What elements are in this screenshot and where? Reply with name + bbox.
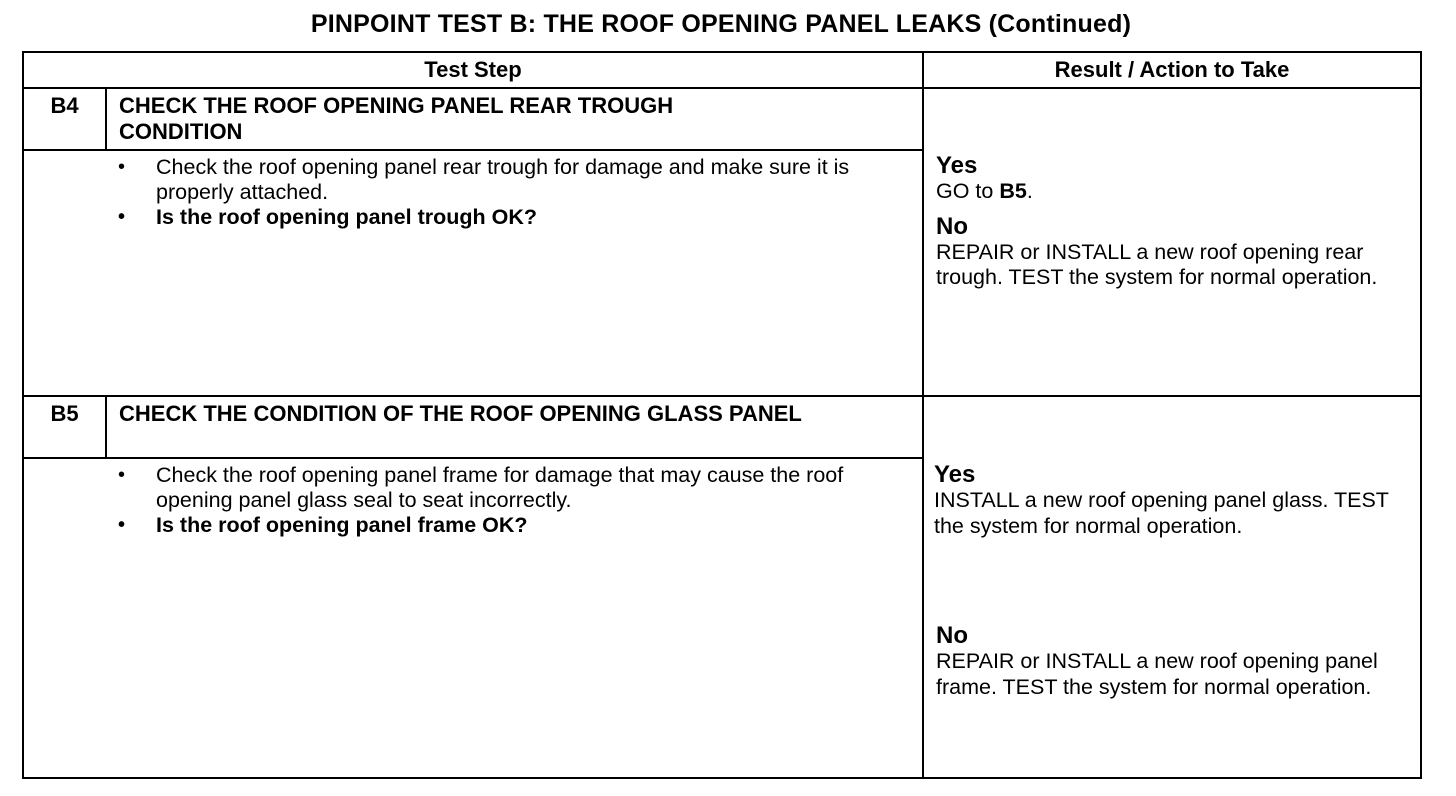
step-id-b4: B4 bbox=[50, 93, 79, 118]
b4-id-divider bbox=[105, 89, 107, 150]
step-b5-question: • Is the roof opening panel frame OK? bbox=[118, 513, 898, 538]
header-result-action: Result / Action to Take bbox=[1054, 57, 1290, 82]
result-b5-yes bbox=[934, 462, 1410, 539]
result-b5-no-text: REPAIR or INSTALL a new roof opening panel frame. TEST the system for normal operation. bbox=[936, 649, 1378, 699]
step-b4-question: • Is the roof opening panel trough OK? bbox=[118, 205, 898, 230]
result-b5-yes-label: Yes bbox=[934, 461, 976, 488]
step-b4-bullets bbox=[118, 155, 898, 230]
step-b5-bullets bbox=[118, 463, 898, 538]
yes-go-prefix: GO to bbox=[936, 179, 1000, 203]
b5-title-underline bbox=[24, 457, 922, 459]
b4-title-underline bbox=[24, 149, 922, 151]
pinpoint-test-table bbox=[22, 51, 1422, 779]
result-b4 bbox=[936, 153, 1406, 291]
step-b5-instruction: • Check the roof opening panel frame for damage that may cause the roof opening panel glass seal to seat incorrectly. bbox=[118, 463, 898, 513]
step-id-b5: B5 bbox=[50, 401, 79, 426]
result-b4-no-label: No bbox=[936, 212, 968, 240]
step-title-b5: CHECK THE CONDITION OF THE ROOF OPENING GLASS PANEL bbox=[119, 401, 802, 426]
page-title: PINPOINT TEST B: THE ROOF OPENING PANEL LEAKS (Continued) bbox=[310, 10, 1132, 38]
step-b4-instruction: • Check the roof opening panel rear trough for damage and make sure it is properly attached. bbox=[118, 155, 898, 205]
result-b4-no-text: REPAIR or INSTALL a new roof opening rear trough. TEST the system for normal operation. bbox=[936, 239, 1378, 289]
yes-go-suffix: . bbox=[1026, 179, 1033, 203]
column-divider bbox=[922, 53, 924, 777]
result-b5-no-label: No bbox=[936, 622, 968, 649]
result-b4-yes-text bbox=[936, 179, 1406, 205]
result-b5-no bbox=[936, 623, 1406, 700]
header-test-step: Test Step bbox=[424, 57, 522, 82]
header-divider bbox=[24, 87, 1420, 89]
b5-id-divider bbox=[105, 397, 107, 458]
step-title-b4: CHECK THE ROOF OPENING PANEL REAR TROUGH CONDITION bbox=[119, 93, 674, 144]
result-b5-yes-text: INSTALL a new roof opening panel glass. TEST the system for normal operation. bbox=[934, 488, 1389, 538]
link-b5[interactable]: B5 bbox=[999, 179, 1027, 203]
result-b4-yes-label: Yes bbox=[936, 152, 978, 179]
row-divider bbox=[24, 395, 1420, 397]
